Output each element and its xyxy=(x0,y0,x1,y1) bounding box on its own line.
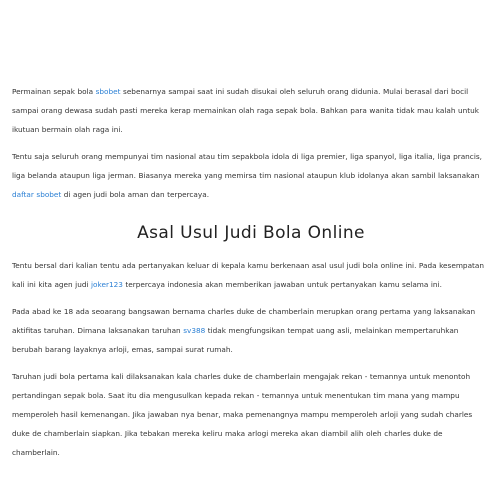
article-body xyxy=(12,82,490,470)
paragraph-origin-question xyxy=(12,256,490,294)
paragraph-text: Tentu saja seluruh orang mempunyai tim nasional atau tim sepakbola idola di liga premier, liga spanyol, liga italia, liga prancis, liga belanda ataupun liga jerman. Biasanya mereka yang memirsa tim nasional ataupun klub idolanya akan sambil laksanakan xyxy=(12,152,482,180)
paragraph-text: terpercaya indonesia akan memberikan jawaban untuk pertanyakan kamu selama ini. xyxy=(122,280,442,289)
sv388-link[interactable]: sv388 xyxy=(183,326,206,335)
paragraph-text: Pada abad ke 18 ada seoarang bangsawan bernama charles duke de chamberlain merupkan orang pertama yang laksanakan aktifitas taruhan. Dimana laksanakan taruhan xyxy=(12,307,476,335)
paragraph-text: tidak mengfungsikan tempat uang asli, melainkan mempertaruhkan berubah barang layaknya arloji, emas, sampai surat rumah. xyxy=(12,326,459,354)
paragraph-first-bet: Taruhan judi bola pertama kali dilaksanakan kala charles duke de chamberlain mengajak rekan - temannya untuk menontoh pertandingan sepak bola. Saat itu dia mengusulkan kepada rekan - temannya untuk menentukan tim mana yang mampu memperoleh hasil kemenangan. Jika jawaban nya benar, maka pemenangnya mampu memperoleh arloji yang sudah charles duke de chamberlain siapkan. Jika tebakan mereka keliru maka arlogi mereka akan diambil alih oleh charles duke de chamberlain. xyxy=(12,372,473,457)
paragraph-text: sebenarnya sampai saat ini sudah disukai oleh seluruh orang didunia. Mulai berasal dari bocil sampai orang dewasa sudah pasti mereka kerap memainkan olah raga sepak bola. Bahkan para wanita tidak mau kalah untuk ikutuan bermain olah raga ini. xyxy=(12,87,479,134)
paragraph-intro xyxy=(12,82,490,139)
joker123-link[interactable]: joker123 xyxy=(91,280,123,289)
daftar-sbobet-link[interactable]: daftar sbobet xyxy=(12,190,62,199)
sbobet-link[interactable]: sbobet xyxy=(95,87,121,96)
paragraph-history xyxy=(12,302,490,359)
paragraph-text: Permainan sepak bola xyxy=(12,87,96,96)
paragraph-text: Tentu bersal dari kalian tentu ada pertanyakan keluar di kepala kamu berkenaan asal usul judi bola online ini. Pada kesempatan kali ini kita agen judi xyxy=(12,261,484,289)
paragraph-national-team xyxy=(12,147,490,204)
paragraph-text: di agen judi bola aman dan terpercaya. xyxy=(61,190,210,199)
section-heading: Asal Usul Judi Bola Online xyxy=(137,223,365,243)
